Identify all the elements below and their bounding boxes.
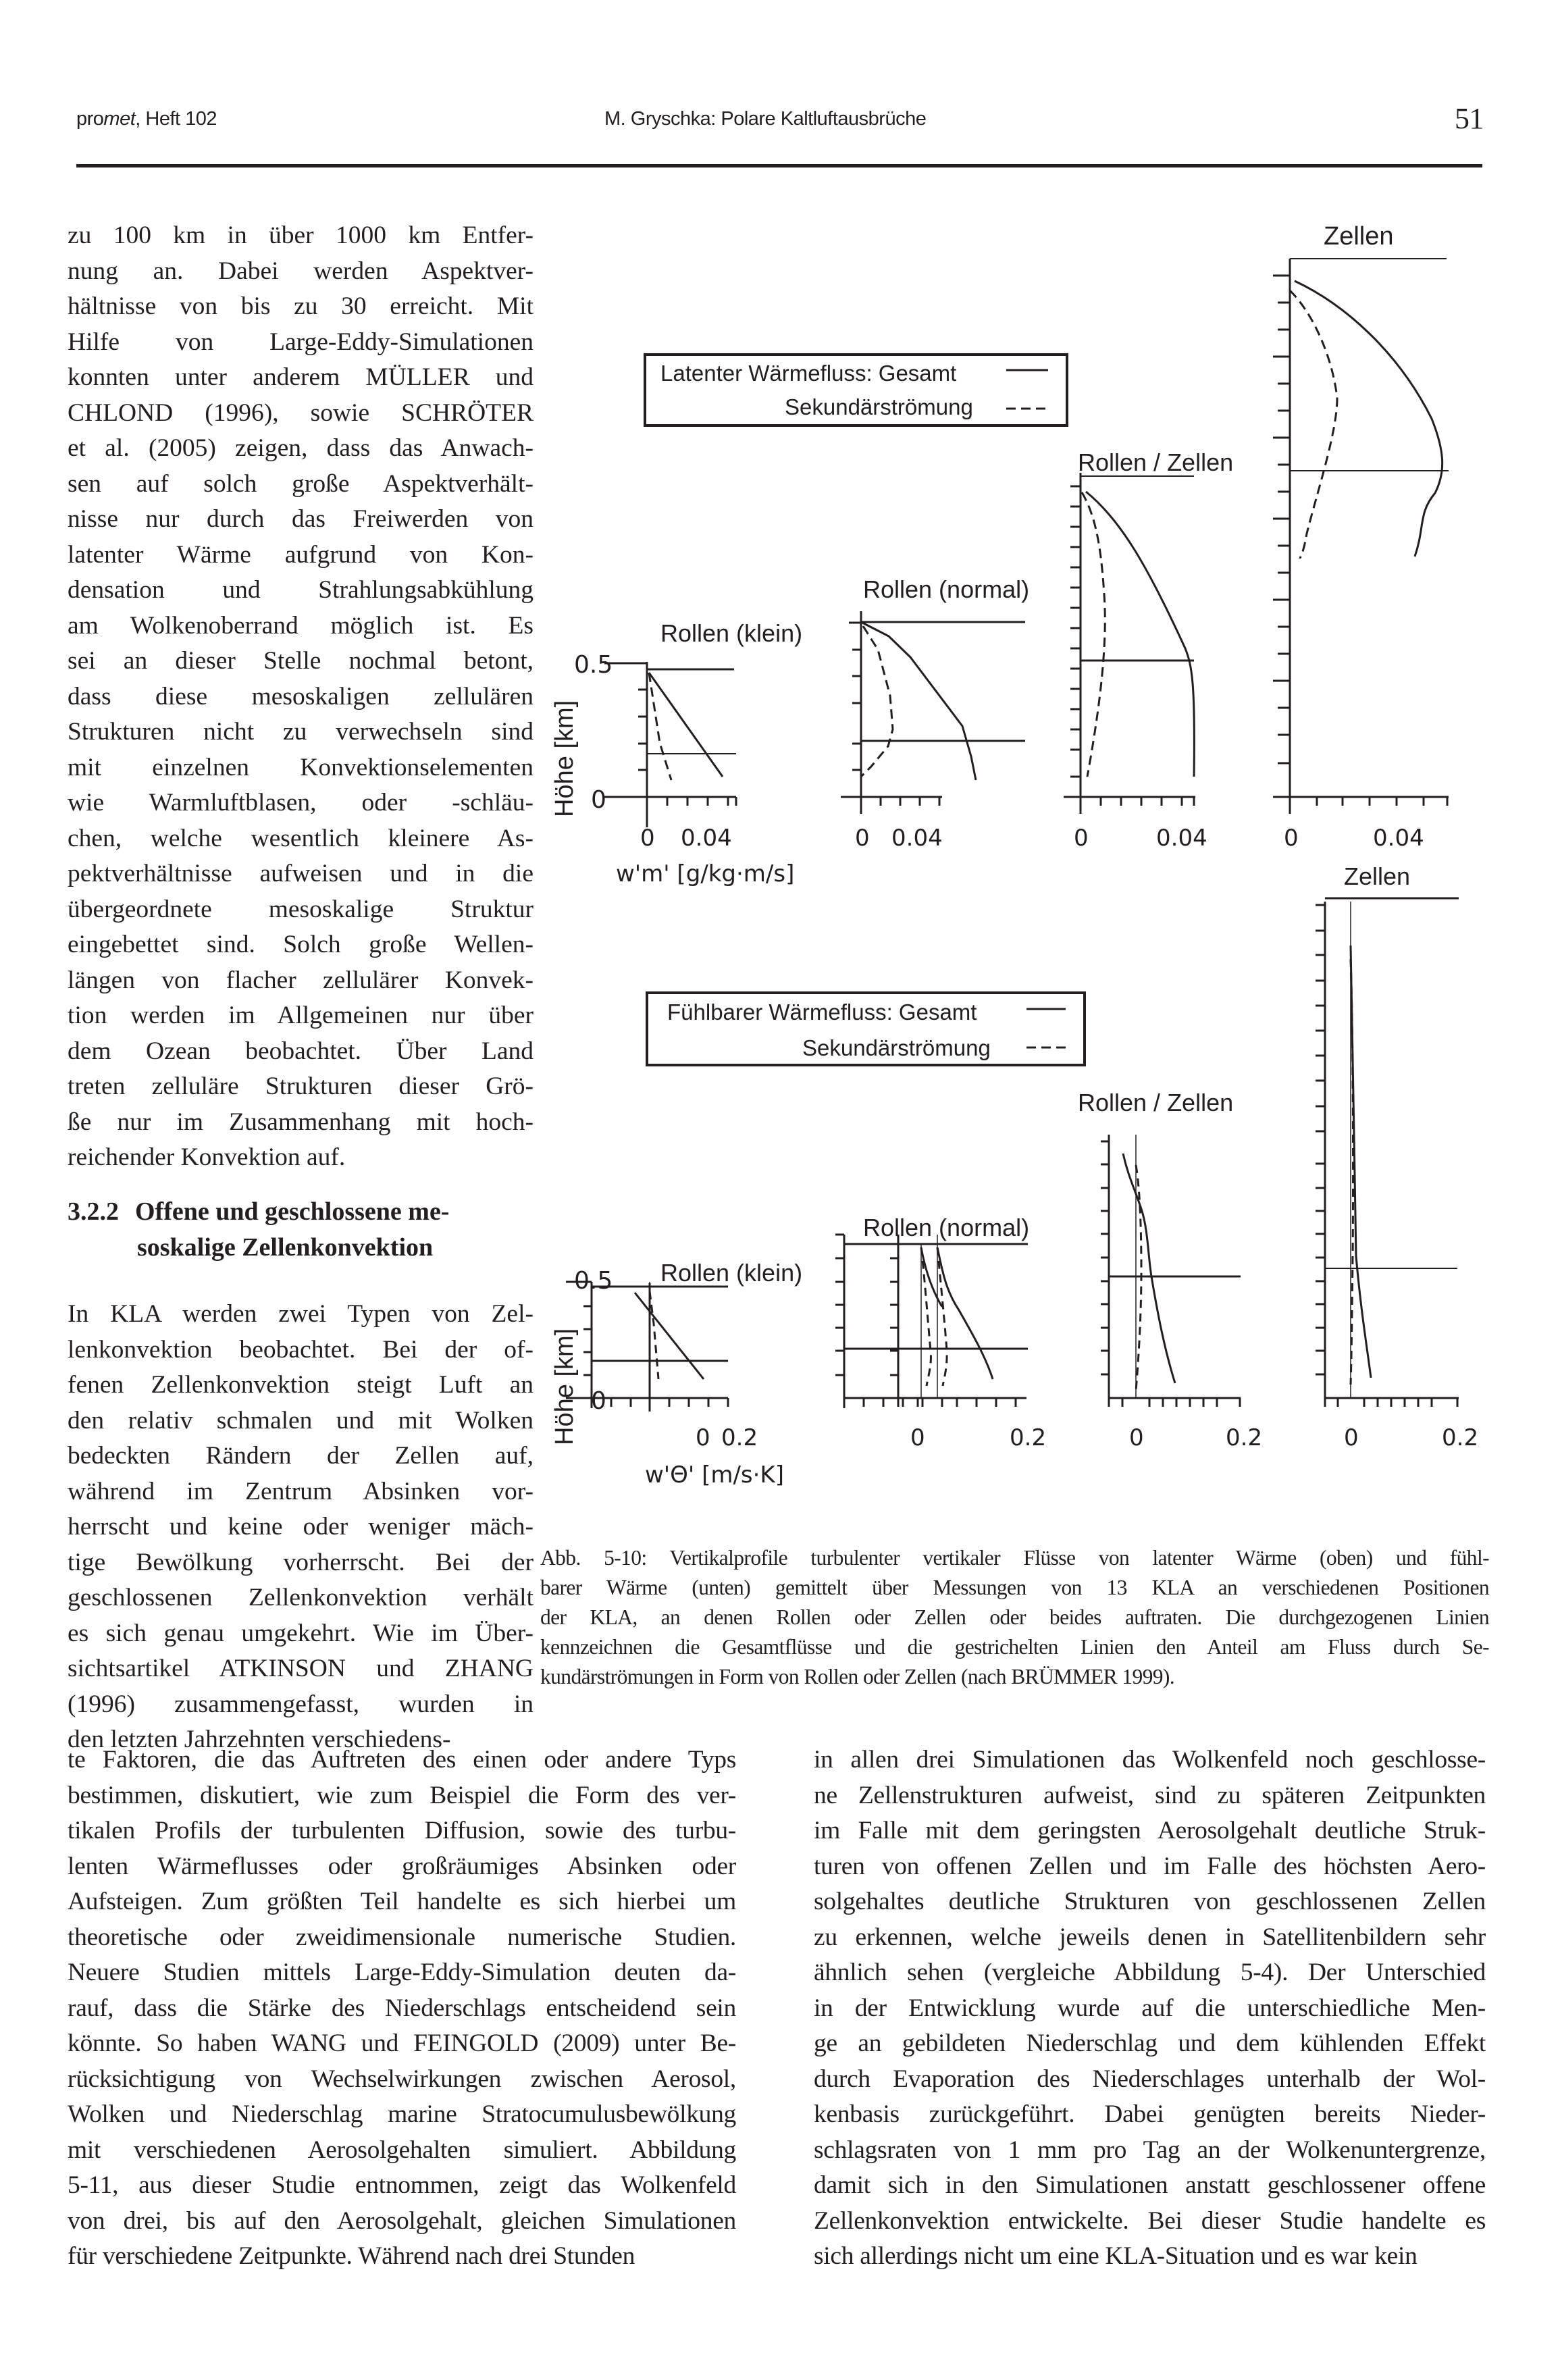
lower-panel-rollen-klein	[566, 1282, 728, 1412]
text-line: in allen drei Simulationen das Wolkenfeld noch geschlosse-	[814, 1746, 1486, 1774]
lower-panel-rollen-normal	[647, 1235, 949, 1408]
text-line: sichtsartikel ATKINSON und ZHANG	[68, 1655, 534, 1682]
journal-name: promet, Heft 102	[76, 108, 217, 130]
text-line: im Falle mit dem geringsten Aerosolgehalt deutliche Struk-	[814, 1817, 1486, 1844]
text-line: theoretische oder zweidimensionale numerische Studien.	[68, 1923, 736, 1951]
lower-title-rollen-klein: Rollen (klein)	[660, 1259, 803, 1287]
text-line: Aufsteigen. Zum größten Teil handelte es sich hierbei um	[68, 1888, 736, 1915]
upper-xtick-0-p3: 0	[1074, 825, 1089, 852]
section-title-line1: Offene und geschlossene me-	[135, 1197, 450, 1226]
upper-xtick-004-p1: 0.04	[681, 825, 732, 852]
text-line: längen von flacher zellulärer Konvek-	[68, 966, 534, 994]
running-title: M. Gryschka: Polare Kaltluftausbrüche	[604, 108, 927, 130]
upper-legend-secondary: Sekundärströmung	[785, 394, 973, 419]
lower-legend-secondary: Sekundärströmung	[802, 1035, 991, 1060]
text-line: sen auf solch große Aspektverhält-	[68, 469, 534, 498]
header-rule	[76, 164, 1482, 167]
text-line: der KLA, an denen Rollen oder Zellen oder beides auftraten. Die durchgezogenen Linien	[540, 1605, 1489, 1629]
text-line: übergeordnete mesoskalige Struktur	[68, 895, 534, 923]
lower-xlabel: w'Θ' [m/s·K]	[645, 1461, 784, 1489]
text-line: ähnlich sehen (vergleiche Abbildung 5-4). Der Unterschied	[814, 1959, 1486, 1986]
text-line: wie Warmluftblasen, oder -schläu-	[68, 789, 534, 817]
upper-panel-rollen-zellen	[1064, 473, 1195, 814]
text-line: könnte. So haben WANG und FEINGOLD (2009) unter Be-	[68, 2029, 736, 2057]
text-line: ge an gebildeten Niederschlag und dem kühlenden Effekt	[814, 2029, 1486, 2057]
text-line: lenkonvektion beobachtet. Bei der of-	[68, 1335, 534, 1364]
text-line: et al. (2005) zeigen, dass das Anwach-	[68, 434, 534, 462]
lower-ytick-0-5: 0.5	[574, 1267, 613, 1295]
text-line: treten zelluläre Strukturen dieser Grö-	[68, 1072, 534, 1100]
upper-xtick-004-p2: 0.04	[891, 825, 943, 852]
text-line: lenten Wärmeflusses oder großräumiges Absinken oder	[68, 1852, 736, 1880]
lower-legend-total: Fühlbarer Wärmefluss: Gesamt	[667, 1000, 977, 1025]
figure-labels	[550, 222, 1478, 1489]
body-text-left-top	[68, 218, 534, 1176]
upper-legend-total: Latenter Wärmefluss: Gesamt	[660, 361, 957, 386]
text-line: Wolken und Niederschlag marine Stratocumulusbewölkung	[68, 2100, 736, 2128]
text-line: von drei, bis auf den Aerosolgehalt, gleichen Simulationen	[68, 2206, 736, 2235]
text-line: te Faktoren, die das Auftreten des einen oder andere Typs	[68, 1746, 736, 1774]
page-number: 51	[1455, 102, 1484, 135]
text-line: kundärströmungen in Form von Rollen oder Zellen (nach BRÜMMER 1999).	[540, 1665, 1175, 1688]
text-line: tikalen Profils der turbulenten Diffusion, sowie des turbu-	[68, 1817, 736, 1844]
upper-xtick-0-p1: 0	[640, 825, 655, 852]
text-line: kenbasis zurückgeführt. Dabei genügten bereits Nieder-	[814, 2100, 1486, 2128]
text-line: nung an. Dabei werden Aspektver-	[68, 257, 534, 285]
text-line: In KLA werden zwei Typen von Zel-	[68, 1300, 534, 1328]
text-line: fenen Zellenkonvektion steigt Luft an	[68, 1371, 534, 1399]
upper-xtick-0-p2: 0	[855, 825, 870, 852]
lower-ytick-0: 0	[591, 1387, 606, 1415]
text-line: mit einzelnen Konvektionselementen	[68, 753, 534, 781]
upper-title-rollen-zellen: Rollen / Zellen	[1078, 448, 1234, 476]
text-line: rücksichtigung von Wechselwirkungen zwischen Aerosol,	[68, 2065, 736, 2093]
text-line: dass diese mesoskaligen zellulären	[68, 682, 534, 710]
text-line: Strukturen nicht zu verwechseln sind	[68, 718, 534, 746]
text-line: tion werden im Allgemeinen nur über	[68, 1002, 534, 1029]
text-line: geschlossenen Zellenkonvektion verhält	[68, 1584, 534, 1611]
upper-panel-zellen	[1273, 259, 1449, 814]
body-text-left-mid	[68, 1297, 534, 1758]
text-line: konnten unter anderem MÜLLER und	[68, 363, 534, 391]
lower-title-rollen-normal: Rollen (normal)	[863, 1214, 1030, 1241]
text-line: zu 100 km in über 1000 km Entfer-	[68, 222, 534, 249]
upper-ytick-0-5: 0.5	[574, 651, 613, 679]
upper-xtick-004-p4: 0.04	[1373, 825, 1424, 852]
text-line: mit verschiedenen Aerosolgehalten simuliert. Abbildung	[68, 2136, 736, 2164]
text-line: Neuere Studien mittels Large-Eddy-Simulation deuten da-	[68, 1959, 736, 1986]
lower-xtick-0-p4: 0	[1344, 1424, 1359, 1451]
upper-ylabel: Höhe [km]	[550, 700, 579, 817]
lower-title-rollen-zellen: Rollen / Zellen	[1078, 1089, 1234, 1116]
text-line: solgehaltes deutliche Strukturen von geschlossenen Zellen	[814, 1888, 1486, 1915]
text-line: während im Zentrum Absinken vor-	[68, 1477, 534, 1505]
upper-panel-rollen-klein	[604, 662, 736, 827]
text-line: herrscht und keine oder weniger mäch-	[68, 1513, 534, 1541]
text-line: ße nur im Zusammenhang mit hoch-	[68, 1108, 534, 1136]
text-line: densation und Strahlungsabkühlung	[68, 576, 534, 604]
lower-ylabel: Höhe [km]	[550, 1328, 579, 1445]
lower-legend-box	[647, 993, 1085, 1065]
text-line: ne Zellenstrukturen aufweist, sind zu späteren Zeitpunkten	[814, 1781, 1486, 1809]
lower-xtick-02-p4: 0.2	[1442, 1424, 1479, 1451]
lower-panels	[890, 898, 1459, 1407]
text-line: (1996) zusammengefasst, wurden in	[68, 1690, 534, 1718]
text-line: chen, welche wesentlich kleinere As-	[68, 824, 534, 852]
text-line: bestimmen, diskutiert, wie zum Beispiel die Form des ver-	[68, 1781, 736, 1809]
upper-panel-rollen-normal	[841, 611, 1025, 814]
lower-xtick-02-p3: 0.2	[1226, 1424, 1263, 1451]
lower-xtick-02-p2: 0.2	[1010, 1424, 1047, 1451]
upper-title-rollen-normal: Rollen (normal)	[863, 575, 1030, 603]
body-text-right-bottom	[814, 1742, 1486, 2275]
section-heading	[68, 1194, 534, 1266]
text-line: Zellenkonvektion entwickelte. Bei dieser Studie handelte es	[814, 2206, 1486, 2235]
text-line: dem Ozean beobachtet. Über Land	[68, 1037, 534, 1065]
text-line: kennzeichnen die Gesamtflüsse und die gestrichelten Linien den Anteil am Fluss durch Se-	[540, 1635, 1489, 1659]
section-title-line2: soskalige Zellenkonvektion	[137, 1233, 434, 1262]
text-line: pektverhältnisse aufweisen und in die	[68, 860, 534, 887]
text-line: CHLOND (1996), sowie SCHRÖTER	[68, 398, 534, 427]
text-line: zu erkennen, welche jeweils denen in Satellitenbildern sehr	[814, 1923, 1486, 1951]
text-line: für verschiedene Zeitpunkte. Während nach drei Stunden	[68, 2242, 635, 2270]
text-line: bedeckten Rändern der Zellen auf,	[68, 1442, 534, 1470]
text-line: Hilfe von Large-Eddy-Simulationen	[68, 328, 534, 356]
upper-xtick-004-p3: 0.04	[1156, 825, 1207, 852]
upper-legend-box	[645, 355, 1067, 425]
text-line: es sich genau umgekehrt. Wie im Über-	[68, 1619, 534, 1647]
body-text-left-bottom	[68, 1742, 736, 2275]
text-line: barer Wärme (unten) gemittelt über Messungen von 13 KLA an verschiedenen Positionen	[540, 1576, 1489, 1599]
upper-title-zellen: Zellen	[1324, 222, 1394, 251]
text-line: nisse nur durch das Freiwerden von	[68, 505, 534, 533]
upper-xtick-0-p4: 0	[1284, 825, 1299, 852]
text-line: turen von offenen Zellen und im Falle des höchsten Aero-	[814, 1852, 1486, 1880]
text-line: eingebettet sind. Solch große Wellen-	[68, 931, 534, 958]
text-line: schlagsraten von 1 mm pro Tag an der Wolkenuntergrenze,	[814, 2136, 1486, 2164]
text-line: tige Bewölkung vorherrscht. Bei der	[68, 1548, 534, 1576]
text-line: 5-11, aus dieser Studie entnommen, zeigt das Wolkenfeld	[68, 2171, 736, 2199]
upper-xlabel: w'm' [g/kg·m/s]	[616, 860, 795, 887]
upper-ytick-0: 0	[591, 786, 606, 814]
text-line: Abb. 5-10: Vertikalprofile turbulenter vertikaler Flüsse von latenter Wärme (oben) und fühl-	[540, 1546, 1489, 1570]
text-line: latenter Wärme aufgrund von Kon-	[68, 540, 534, 569]
lower-xtick-0-p3: 0	[1129, 1424, 1144, 1451]
lower-xtick-02-p1: 0.2	[721, 1424, 758, 1451]
text-line: hältnisse von bis zu 30 erreicht. Mit	[68, 292, 534, 320]
text-line: sich allerdings nicht um eine KLA-Situation und es war kein	[814, 2242, 1418, 2270]
text-line: den relativ schmalen und mit Wolken	[68, 1406, 534, 1434]
lower-title-zellen: Zellen	[1344, 862, 1411, 890]
upper-title-rollen-klein: Rollen (klein)	[660, 619, 803, 647]
text-line: den letzten Jahrzehnten verschiedens-	[68, 1726, 451, 1753]
text-line: am Wolkenoberrand möglich ist. Es	[68, 611, 534, 640]
text-line: durch Evaporation des Niederschlages unterhalb der Wol-	[814, 2065, 1486, 2093]
figure-caption	[540, 1543, 1489, 1692]
text-line: sei an dieser Stelle nochmal betont,	[68, 647, 534, 675]
text-line: in der Entwicklung wurde auf die unterschiedliche Men-	[814, 1994, 1486, 2022]
section-number: 3.2.2	[68, 1197, 119, 1226]
lower-xtick-0-p2: 0	[910, 1424, 925, 1451]
text-line: reichender Konvektion auf.	[68, 1143, 346, 1171]
lower-xtick-0-p1: 0	[696, 1424, 710, 1451]
text-line: damit sich in den Simulationen anstatt geschlossener offene	[814, 2171, 1486, 2199]
text-line: rauf, dass die Stärke des Niederschlags entscheidend sein	[68, 1994, 736, 2022]
